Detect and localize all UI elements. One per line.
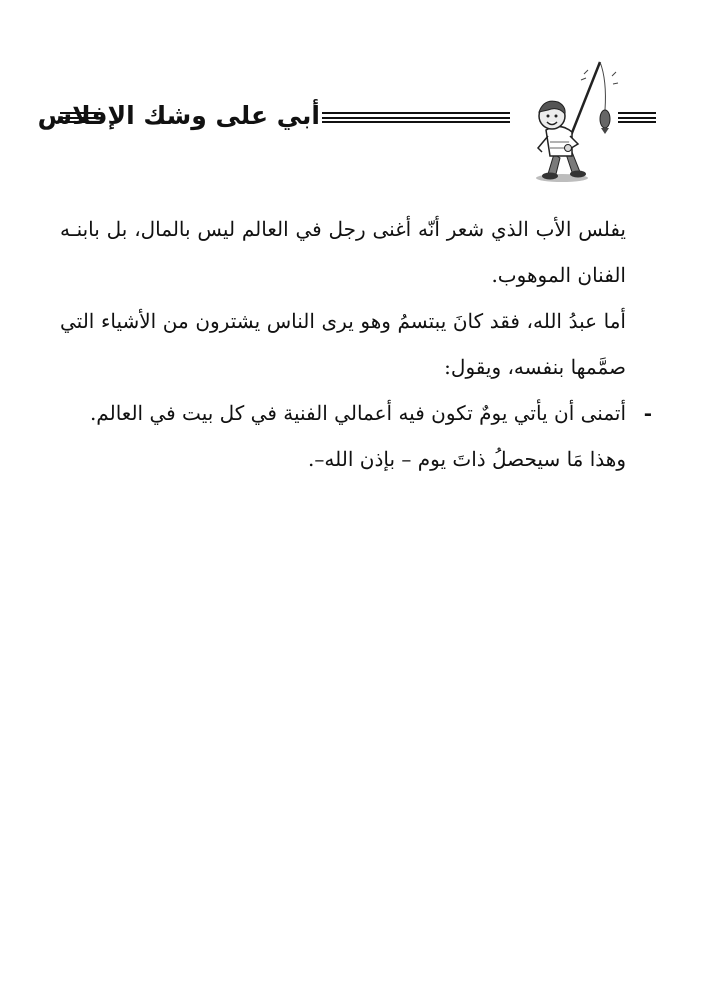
paragraph-1: يفلس الأب الذي شعر أنّه أغنى رجل في العالم ليس بالمال، بل بابنـه الفنان الموهوب. — [60, 217, 626, 287]
boy-fishing-illustration — [508, 56, 620, 186]
quote-block — [60, 390, 652, 482]
quote-dash: - — [643, 401, 652, 425]
quote-line-1: أتمنى أن يأتي يومٌ تكون فيه أعمالي الفنية في كل بيت في العالم. — [89, 401, 626, 425]
header-rule-right — [618, 112, 656, 123]
paragraph-2: أما عبدُ الله، فقد كانَ يبتسمُ وهو يرى الناس يشترون من الأشياء التي صمَّمها بنفسه، ويقول: — [60, 309, 626, 379]
chapter-header — [0, 56, 720, 186]
header-rule-middle — [322, 112, 510, 123]
body-text — [60, 206, 652, 482]
quote-line-2: وهذا مَا سيحصلُ ذاتَ يوم – بإذن الله–. — [308, 447, 626, 471]
chapter-title: أبي على وشك الإفلاس — [37, 101, 320, 130]
